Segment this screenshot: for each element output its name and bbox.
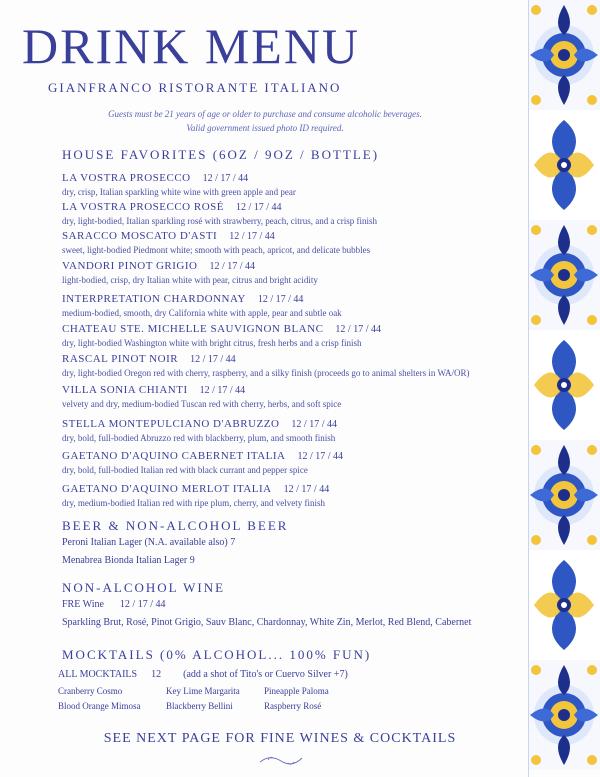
mocktail-item: Blood Orange Mimosa	[58, 701, 141, 711]
menu-item	[62, 289, 532, 318]
menu-item	[62, 414, 532, 443]
item-price: 12 / 17 / 44	[283, 484, 330, 495]
restaurant-name: GIANFRANCO RISTORANTE ITALIANO	[48, 80, 342, 95]
item-price: 12 / 17 / 44	[297, 451, 344, 462]
item-description: dry, light-bodied, Italian sparkling rosé with strawberry, peach, citrus, and a crisp finish	[62, 216, 377, 226]
flourish-ornament-icon	[258, 752, 304, 768]
item-price: 12 / 17 / 44	[291, 419, 337, 430]
mocktail-item: Key Lime Margarita	[166, 686, 240, 696]
na-wine-item	[62, 599, 165, 610]
item-description: dry, medium-bodied Italian red with ripe plum, cherry, and velvety finish	[62, 498, 326, 508]
item-price: 12 / 17 / 44	[209, 261, 256, 272]
item-description: dry, bold, full-bodied Abruzzo red with blackberry, plum, and smooth finish	[62, 433, 336, 443]
item-description: velvety and dry, medium-bodied Tuscan red with cherry, herbs, and soft spice	[62, 399, 342, 409]
menu-item	[62, 380, 532, 409]
mocktail-item: Raspberry Rosé	[264, 701, 322, 711]
item-name: GAETANO D'AQUINO MERLOT ITALIA	[62, 483, 272, 495]
beer-item-peroni: Peroni Italian Lager (N.A. available also) 7	[62, 537, 236, 548]
mocktails-price: 12	[151, 669, 162, 680]
item-description: dry, light-bodied Washington white with bright citrus, fresh herbs and a crisp finish	[62, 338, 362, 348]
item-name: LA VOSTRA PROSECCO	[62, 172, 191, 184]
item-price: 12 / 17 / 44	[235, 202, 282, 213]
item-price: 12 / 17 / 44	[202, 173, 249, 184]
item-description: light-bodied, crisp, dry Italian white with pear, citrus and bright acidity	[62, 275, 318, 285]
menu-item	[62, 349, 532, 378]
mocktails-addon: (add a shot of Tito's or Cuervo Silver +7)	[183, 669, 348, 680]
menu-item	[62, 197, 532, 226]
item-name: RASCAL PINOT NOIR	[62, 353, 179, 365]
item-description: dry, crisp, Italian sparkling white wine with green apple and pear	[62, 187, 296, 197]
item-description: dry, light-bodied Oregon red with cherry, raspberry, and a silky finish (proceeds go to animal shelters in WA/OR)	[62, 368, 470, 378]
menu-item	[62, 226, 532, 255]
item-name: LA VOSTRA PROSECCO ROSÉ	[62, 201, 224, 213]
item-price: 12 / 17 / 44	[229, 231, 275, 242]
age-disclaimer	[50, 107, 480, 135]
item-description: medium-bodied, smooth, dry California white with apple, pear and subtle oak	[62, 308, 342, 318]
house-favorites-heading: HOUSE FAVORITES (6OZ / 9OZ / BOTTLE)	[62, 147, 380, 162]
beer-heading: BEER & NON-ALCOHOL BEER	[62, 518, 289, 533]
item-price: 12 / 17 / 44	[199, 385, 246, 396]
menu-item	[62, 446, 532, 475]
item-name: GAETANO D'AQUINO CABERNET ITALIA	[62, 450, 286, 462]
item-name: STELLA MONTEPULCIANO D'ABRUZZO	[62, 418, 280, 430]
mocktails-heading: MOCKTAILS (0% ALCOHOL... 100% FUN)	[62, 647, 372, 662]
item-price: 12 / 17 / 44	[257, 294, 304, 305]
item-name: VANDORI PINOT GRIGIO	[62, 260, 198, 272]
mocktail-item: Pineapple Paloma	[264, 686, 329, 696]
menu-item	[62, 479, 532, 508]
na-wine-varieties: Sparkling Brut, Rosé, Pinot Grigio, Sauv Blanc, Chardonnay, White Zin, Merlot, Red Blend, Cabernet	[62, 617, 472, 628]
item-name: VILLA SONIA CHIANTI	[62, 384, 188, 396]
item-price: 12 / 17 / 44	[190, 354, 236, 365]
menu-item	[62, 168, 532, 197]
page-title: DRINK MENU	[22, 18, 361, 74]
beer-item-menabrea: Menabrea Bionda Italian Lager 9	[62, 555, 195, 566]
decorative-tile-border	[528, 0, 600, 777]
na-wine-heading: NON-ALCOHOL WINE	[62, 580, 226, 595]
footer-note: SEE NEXT PAGE FOR FINE WINES & COCKTAILS	[103, 731, 457, 746]
item-description: dry, bold, full-bodied Italian red with black currant and pepper spice	[62, 465, 308, 475]
item-description: sweet, light-bodied Piedmont white; smooth with peach, apricot, and delicate bubbles	[62, 245, 371, 255]
item-price: 12 / 17 / 44	[119, 599, 166, 610]
item-name: INTERPRETATION CHARDONNAY	[62, 293, 246, 305]
item-price: 12 / 17 / 44	[335, 324, 381, 335]
mocktails-price-line	[58, 669, 348, 680]
disclaimer-line-2: Valid government issued photo ID required.	[186, 123, 344, 133]
mocktail-item: Blackberry Bellini	[166, 701, 233, 711]
disclaimer-line-1: Guests must be 21 years of age or older to purchase and consume alcoholic beverages.	[108, 109, 422, 119]
item-name: FRE Wine	[62, 599, 104, 610]
item-name: SARACCO MOSCATO D'ASTI	[62, 230, 218, 242]
mocktail-item: Cranberry Cosmo	[58, 686, 123, 696]
menu-item	[62, 319, 532, 348]
mocktails-label: ALL MOCKTAILS	[58, 669, 138, 680]
tile-pattern-graphic	[528, 0, 600, 777]
item-name: CHATEAU STE. MICHELLE SAUVIGNON BLANC	[62, 323, 324, 335]
menu-item	[62, 256, 532, 285]
